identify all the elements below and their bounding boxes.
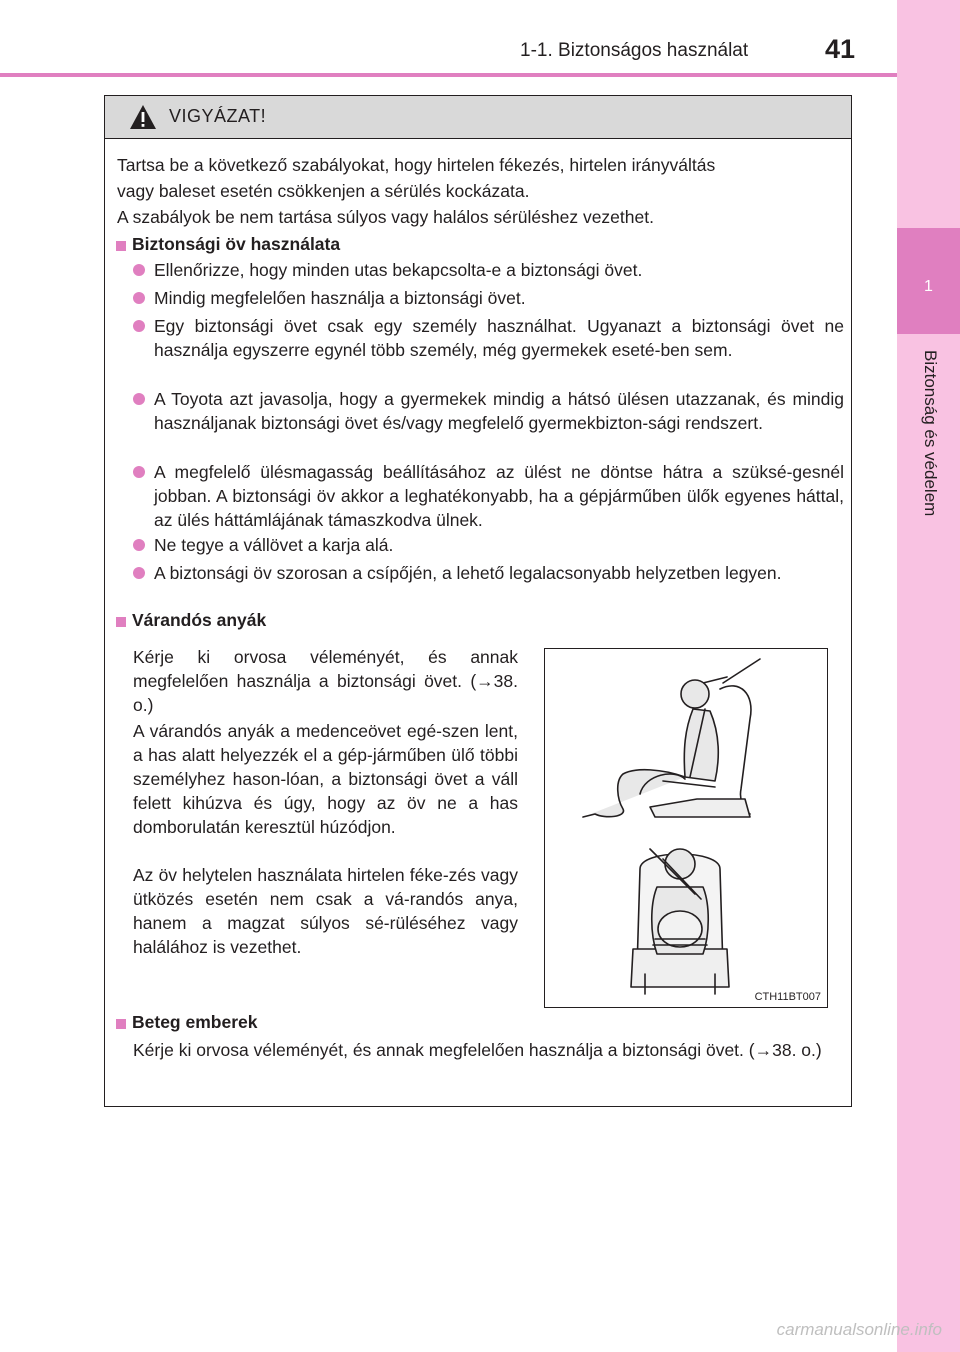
- sick-paragraph: Kérje ki orvosa véleményét, és annak megfelelően használja a biztonsági övet. (→38. o.): [133, 1040, 822, 1060]
- section-title: 1-1. Biztonságos használat: [520, 40, 749, 61]
- bullet-text: A biztonsági öv szorosan a csípőjén, a lehető legalacsonyabb helyzetben legyen.: [154, 563, 782, 583]
- chapter-title: Biztonság és védelem: [921, 350, 940, 517]
- chapter-tab[interactable]: [897, 228, 960, 334]
- warning-header: [105, 96, 851, 139]
- bullet-text: Ellenőrizze, hogy minden utas bekapcsolta-e a biztonsági övet.: [154, 260, 643, 280]
- bullet-text: Mindig megfelelően használja a biztonsági övet.: [154, 288, 526, 308]
- intro-line-3: A szabályok be nem tartása súlyos vagy halálos sérüléshez vezethet.: [117, 207, 654, 227]
- header-rule: [0, 73, 897, 77]
- section-heading-seatbelt: Biztonsági öv használata: [132, 234, 341, 254]
- illustration-code: CTH11BT007: [754, 991, 821, 1003]
- warning-title: VIGYÁZAT!: [169, 106, 267, 126]
- section-heading-sick: Beteg emberek: [132, 1012, 258, 1032]
- bullet-text: A megfelelő ülésmagasság beállításához az ülést ne döntse hátra a szüksé-gesnél jobban. A biztonsági öv akkor a leghatékonyabb, ha a gépjárműben ülők egyenes háttal, az ülés háttámlájának támaszkodva ülnek.: [154, 462, 844, 530]
- pregnant-paragraph-3: Az öv helytelen használata hirtelen féke-zés vagy ütközés esetén nem csak a vá-randós anya, hanem a magzat súlyos sé-rüléséhez vagy halálához is vezethet.: [133, 865, 518, 957]
- section-marker: [116, 1019, 126, 1029]
- side-tab-top: [897, 0, 960, 228]
- pregnant-paragraph-1: Kérje ki orvosa véleményét, és annak megfelelően használja a biztonsági övet. (→38. o.): [133, 647, 518, 715]
- intro-line-1: Tartsa be a következő szabályokat, hogy hirtelen fékezés, hirtelen irányváltás: [117, 155, 716, 175]
- bullet-text: Egy biztonsági övet csak egy személy használhat. Ugyanazt a biztonsági övet ne használja egyszerre egynél több személy, még gyermekek eseté-ben sem.: [154, 316, 844, 360]
- watermark: carmanualsonline.info: [776, 1320, 942, 1339]
- bullet-dot: [133, 292, 145, 304]
- intro-line-2: vagy baleset esetén csökkenjen a sérülés kockázata.: [117, 181, 530, 201]
- warning-triangle-icon: [129, 104, 157, 130]
- chapter-number: 1: [924, 278, 933, 295]
- pregnant-paragraph-2: A várandós anyák a medenceövet egé-szen lent, a has alatt helyezzék el a gép-járműben ülő többi személyhez hason-lóan, a biztonsági övet a váll felett kihúzva és úgy, hogy az öv ne a has domborulatán keresztül húzódjon.: [133, 721, 518, 837]
- seatbelt-illustration: [544, 648, 828, 1008]
- bullet-text: A Toyota azt javasolja, hogy a gyermekek mindig a hátsó ülésen utazzanak, és mindig használjanak biztonsági övet és/vagy megfelelő gyermekbizton-sági rendszert.: [154, 389, 844, 433]
- section-marker: [116, 617, 126, 627]
- bullet-dot: [133, 393, 145, 405]
- bullet-dot: [133, 320, 145, 332]
- bullet-dot: [133, 466, 145, 478]
- bullet-dot: [133, 539, 145, 551]
- bullet-dot: [133, 264, 145, 276]
- section-heading-pregnant: Várandós anyák: [132, 610, 267, 630]
- section-marker: [116, 241, 126, 251]
- page-number: 41: [825, 34, 856, 64]
- bullet-dot: [133, 567, 145, 579]
- pregnant-seatbelt-drawing: [545, 649, 827, 1007]
- bullet-text: Ne tegye a vállövet a karja alá.: [154, 535, 394, 555]
